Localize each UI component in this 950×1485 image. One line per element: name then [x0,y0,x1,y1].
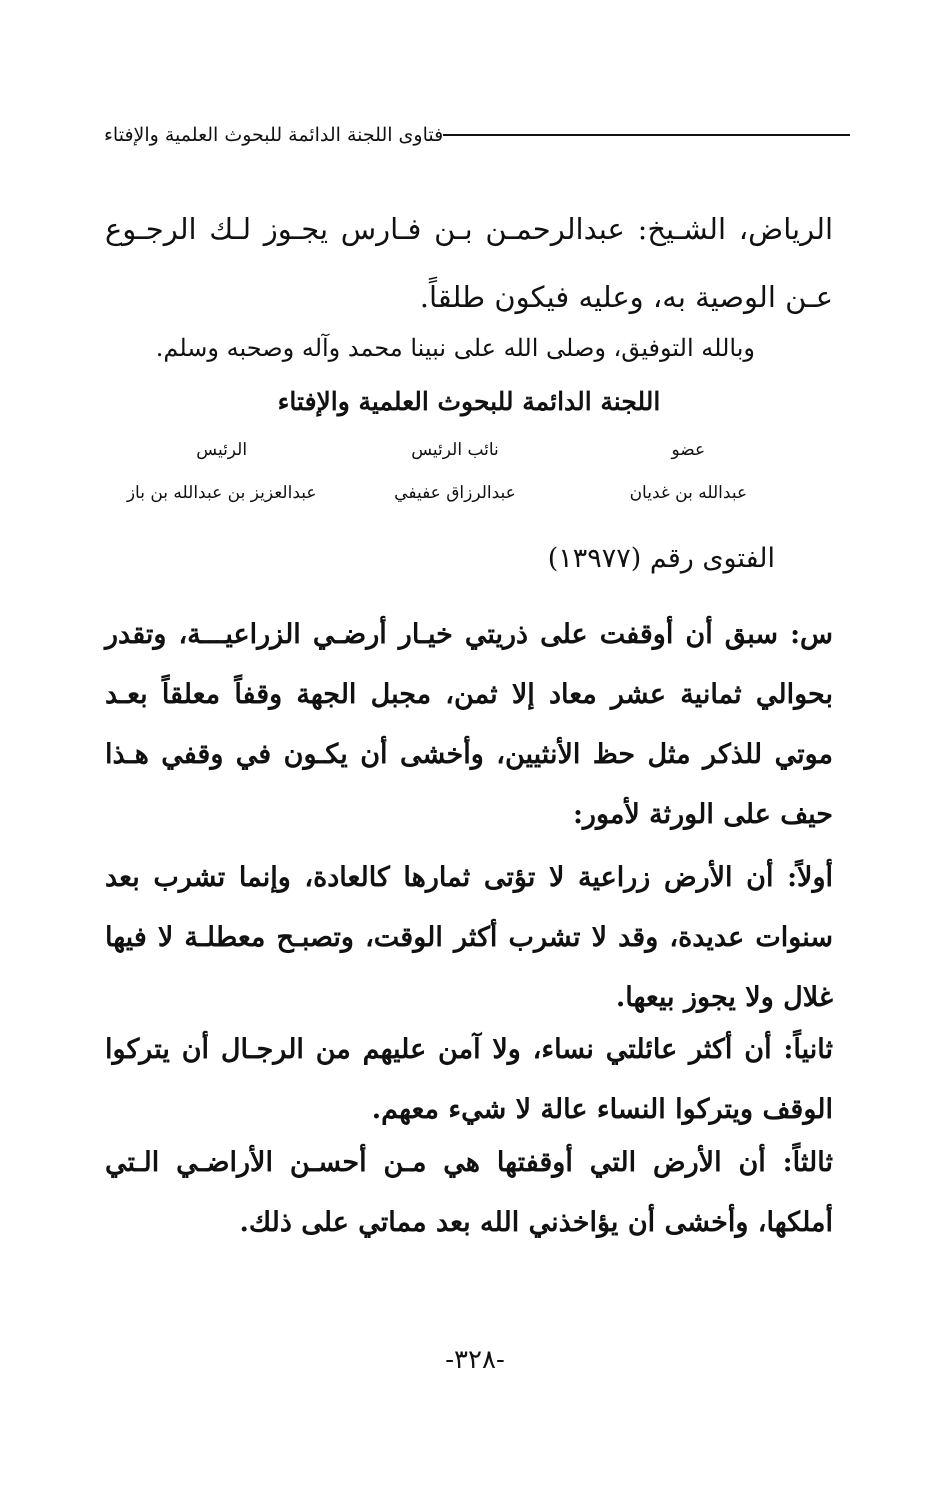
committee-name: اللجنة الدائمة للبحوث العلمية والإفتاء [277,387,661,416]
question-paragraph-2: أولاً: أن الأرض زراعية لا تؤتى ثمارها كالعادة، وإنما تشرب بعد سنوات عديدة، وقد لا تشرب أكثر الوقت، وتصبـح معطلـة لا فيها غلال ولا يجوز بيعها. [105,862,833,1013]
signature-names [105,483,805,503]
question-paragraph-1: س: سبق أن أوقفت على ذريتي خيـار أرضـي الزراعيـــة، وتقدر بحوالي ثمانية عشر معاد إلا ثمن، مجبل الجهة وقفاً معلقاً بعـد موتي للذكر مثل حظ الأنثيين، وأخشى أن يكـون في وقفي هـذا حيف على الورثة لأمور: [105,619,834,830]
running-header [92,120,850,150]
fatwa-number: الفتوى رقم (١٣٩٧٧) [547,543,775,574]
signature-role-member: عضو [671,440,706,460]
closing-line: وبالله التوفيق، وصلى الله على نبينا محمد وآله وصحبه وسلم. [155,334,755,362]
signature-roles [105,440,805,460]
signature-name-vice-president: عبدالرزاق عفيفي [394,483,516,503]
signature-role-president: الرئيس [196,440,248,460]
signature-role-vice-president: نائب الرئيس [411,440,499,460]
question-paragraph-4: ثالثاً: أن الأرض التي أوقفتها هي مـن أحسـن الأراضـي الـتي أملكها، وأخشى أن يؤاخذني الله بعد مماتي على ذلك. [105,1147,833,1238]
question-paragraph-3: ثانياً: أن أكثر عائلتي نساء، ولا آمن عليهم من الرجـال أن يتركوا الوقف ويتركوا النساء عالة لا شيء معهم. [105,1034,833,1125]
signature-name-president: عبدالعزيز بن عبدالله بن باز [126,483,317,503]
page-number: -٣٢٨- [445,1345,505,1375]
header-rule [443,134,850,136]
running-header-title: فتاوى اللجنة الدائمة للبحوث العلمية والإفتاء [104,124,444,146]
signature-name-member: عبدالله بن غديان [629,483,748,503]
paragraph-1: الرياض، الشـيخ: عبدالرحمـن بـن فـارس يجـوز لـك الرجـوع عـن الوصية به، وعليه فيكون طلقاً. [105,212,833,314]
